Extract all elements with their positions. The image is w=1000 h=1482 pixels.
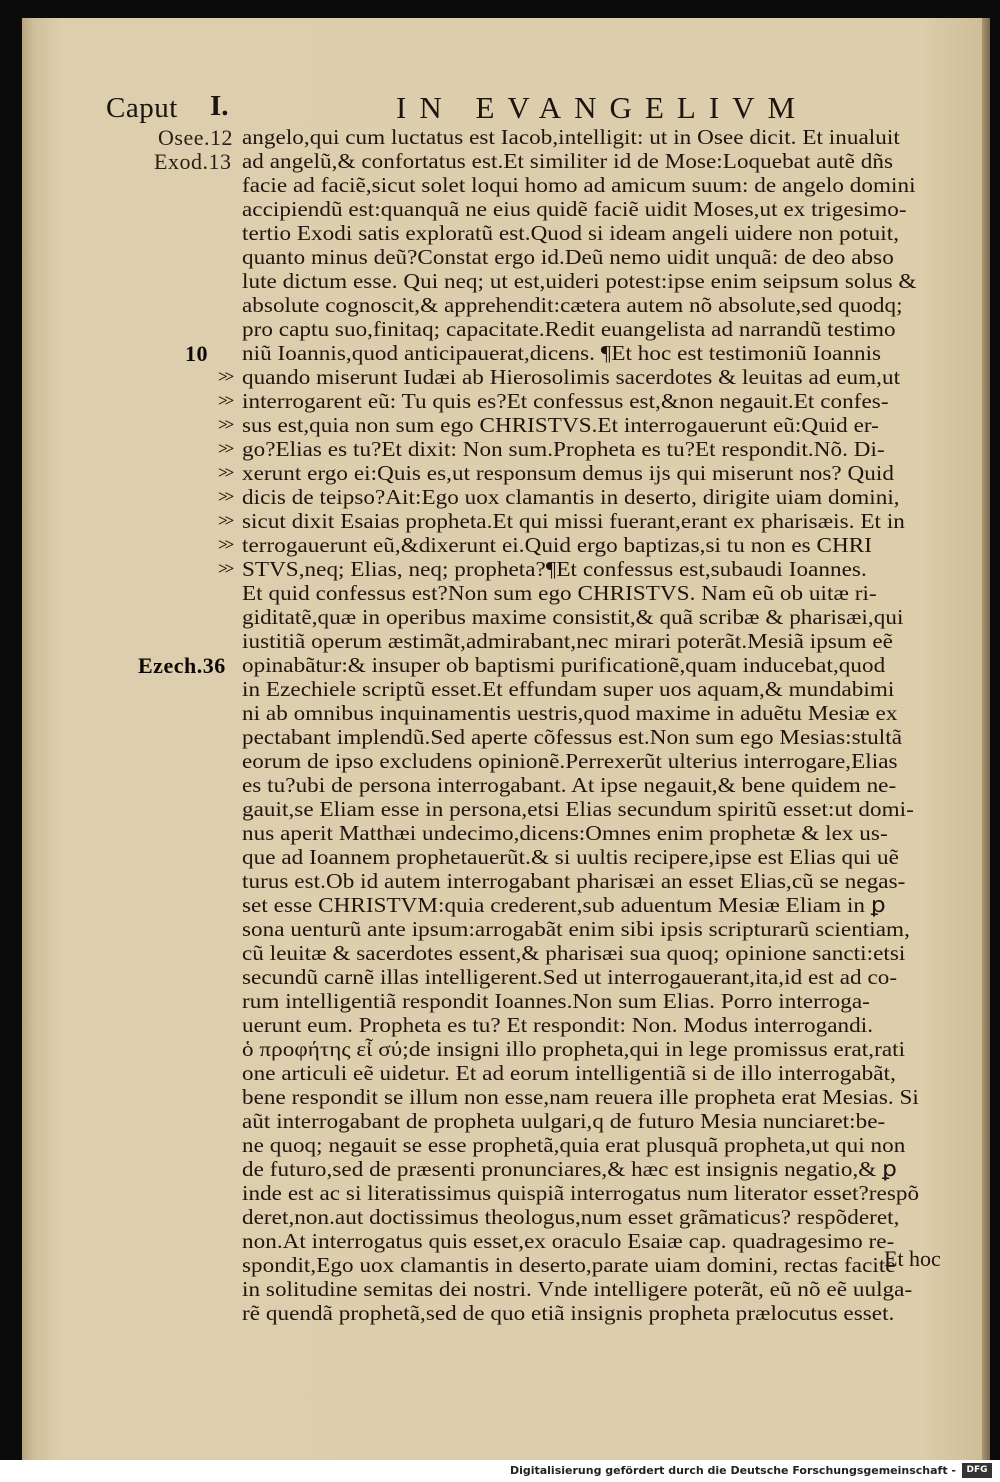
text-line: rum intelligentiã respondit Ioannes.Non sum Elias. Porro interroga- bbox=[242, 989, 870, 1013]
text-line: inde est ac si literatissimus quispiã interrogatus num literator esset?respõ bbox=[242, 1181, 920, 1205]
quote-marker: >> bbox=[218, 559, 232, 578]
text-line: Et quid confessus est?Non sum ego CHRISTVS. Nam eũ ob uitæ ri- bbox=[242, 581, 877, 605]
text-line: xerunt ergo ei:Quis es,ut responsum demus ijs qui miserunt nos? Quid bbox=[242, 461, 894, 485]
footer-bar bbox=[0, 1460, 1000, 1482]
text-line: rẽ quendã prophetã,sed de quo etiã insignis propheta prælocutus esset. bbox=[242, 1301, 895, 1325]
text-line: opinabãtur:& insuper ob baptismi purificationẽ,quam inducebat,quod bbox=[242, 653, 886, 677]
quote-marker: >> bbox=[218, 439, 232, 458]
text-line: terrogauerunt eũ,&dixerunt ei.Quid ergo baptizas,si tu non es CHRI bbox=[242, 533, 872, 557]
text-line: accipiendũ est:quanquã ne eius quidẽ faciẽ uidit Moses,ut ex trigesimo- bbox=[242, 197, 907, 221]
dfg-logo-icon: DFG bbox=[962, 1463, 992, 1478]
text-line: iustitiã operum æstimãt,admirabant,nec mirari poterãt.Mesiã ipsum eẽ bbox=[242, 629, 893, 653]
text-line: spondit,Ego uox clamantis in deserto,parate uiam domini, rectas facite bbox=[242, 1253, 896, 1277]
quote-marker: >> bbox=[218, 487, 232, 506]
page-edge bbox=[982, 18, 990, 1460]
text-line: turus est.Ob id autem interrogabant pharisæi an esset Elias,cũ se negas- bbox=[242, 869, 906, 893]
chapter-number: I. bbox=[210, 90, 229, 122]
text-line: facie ad faciẽ,sicut solet loqui homo ad amicum suum: de angelo domini bbox=[242, 173, 916, 197]
text-line: in solitudine semitas dei nostri. Vnde intelligere poterãt, eũ nõ eẽ uulga- bbox=[242, 1277, 913, 1301]
chapter-label: Caput bbox=[106, 92, 178, 124]
text-line: nus aperit Matthæi undecimo,dicens:Omnes enim prophetæ & lex us- bbox=[242, 821, 888, 845]
text-line: cũ leuitæ & sacerdotes essent,& pharisæi sua quoq; opinione sancti:etsi bbox=[242, 941, 906, 965]
quote-marker: >> bbox=[218, 535, 232, 554]
text-line: bene respondit se illum non esse,nam reuera ille propheta erat Mesias. Si bbox=[242, 1085, 919, 1109]
margin-note-ezech: Ezech.36 bbox=[138, 653, 226, 678]
text-line: quando miserunt Iudæi ab Hierosolimis sacerdotes & leuitas ad eum,ut bbox=[242, 365, 901, 389]
text-line: de futuro,sed de præsenti pronunciares,& hæc est insignis negatio,& ꝑ bbox=[242, 1157, 897, 1181]
text-line: ne quoq; negauit se esse prophetã,quia erat plusquã propheta,ut qui non bbox=[242, 1133, 906, 1157]
text-line: gauit,se Eliam esse in persona,etsi Elias secundum spiritũ esset:ut domi- bbox=[242, 797, 914, 821]
text-line: tertio Exodi satis exploratũ est.Quod si ideam angeli uidere non potuit, bbox=[242, 221, 900, 245]
text-line: eorum de ipso excludens opinionẽ.Perrexerũt ulterius interrogare,Elias bbox=[242, 749, 898, 773]
text-line: giditatẽ,quæ in operibus maxime consistit,& quã scribæ & pharisæi,qui bbox=[242, 605, 904, 629]
text-line: uerunt eum. Propheta es tu? Et respondit: Non. Modus interrogandi. bbox=[242, 1013, 874, 1037]
text-line: quanto minus deũ?Constat ergo id.Deũ nemo uidit unquã: de deo abso bbox=[242, 245, 894, 269]
text-line: non.At interrogatus quis esset,ex oraculo Esaiæ cap. quadragesimo re- bbox=[242, 1229, 895, 1253]
text-line: deret,non.aut doctissimus theologus,num esset grãmaticus? respõderet, bbox=[242, 1205, 900, 1229]
text-line: aũt interrogabant de propheta uulgari,q de futuro Mesia nunciaret:be- bbox=[242, 1109, 886, 1133]
quote-marker: >> bbox=[218, 463, 232, 482]
text-line: sicut dixit Esaias propheta.Et qui missi fuerant,erant ex pharisæis. Et in bbox=[242, 509, 905, 533]
text-line: ni ab omnibus inquinamentis uestris,quod maxime in aduẽtu Mesiæ ex bbox=[242, 701, 898, 725]
margin-note-verse-10: 10 bbox=[185, 341, 208, 366]
quote-marker: >> bbox=[218, 511, 232, 530]
book-page bbox=[22, 18, 990, 1460]
text-line: que ad Ioannem prophetauerũt.& si uultis recipere,ipse est Elias qui uẽ bbox=[242, 845, 899, 869]
text-line: absolute cognoscit,& apprehendit:cætera autem nõ absolute,sed quodq; bbox=[242, 293, 903, 317]
funding-credit: Digitalisierung gefördert durch die Deutsche Forschungsgemeinschaft - bbox=[509, 1464, 956, 1477]
text-line: one articuli eẽ uidetur. Et ad eorum intelligentiã si de illo interrogabãt, bbox=[242, 1061, 896, 1085]
running-title: IN EVANGELIVM bbox=[396, 90, 809, 125]
text-line: lute dictum esse. Qui neq; ut est,uideri potest:ipse enim seipsum solus & bbox=[242, 269, 917, 293]
text-line: niũ Ioannis,quod anticipauerat,dicens. ¶Et hoc est testimoniũ Ioannis bbox=[242, 341, 882, 365]
text-line: in Ezechiele scriptũ esset.Et effundam super uos aquam,& mundabimi bbox=[242, 677, 895, 701]
text-line: STVS,neq; Elias, neq; propheta?¶Et confessus est,subaudi Ioannes. bbox=[242, 557, 867, 581]
text-line: secundũ carnẽ illas intelligerent.Sed ut interrogauerant,ita,id est ad co- bbox=[242, 965, 898, 989]
text-line: sus est,quia non sum ego CHRISTVS.Et interrogauerunt eũ:Quid er- bbox=[242, 413, 879, 437]
text-line: interrogarent eũ: Tu quis es?Et confessus est,&non negauit.Et confes- bbox=[242, 389, 889, 413]
text-line: dicis de teipso?Ait:Ego uox clamantis in deserto, dirigite uiam domini, bbox=[242, 485, 900, 509]
quote-marker: >> bbox=[218, 415, 232, 434]
text-line: pectabant implendũ.Sed aperte cõfessus est.Non sum ego Mesias:stultã bbox=[242, 725, 903, 749]
quote-marker: >> bbox=[218, 391, 232, 410]
text-line: sona uenturũ ante ipsum:arrogabãt enim sibi ipsis scripturarũ scientiam, bbox=[242, 917, 910, 941]
text-line: ad angelũ,& confortatus est.Et similiter id de Mose:Loquebat autẽ dñs bbox=[242, 149, 894, 173]
text-line: pro captu suo,finitaq; capacitate.Redit euangelista ad narrandũ testimo bbox=[242, 317, 896, 341]
text-line: es tu?ubi de persona interrogabant. At ipse negauit,& bene quidem ne- bbox=[242, 773, 897, 797]
quote-marker: >> bbox=[218, 367, 232, 386]
text-line: set esse CHRISTVM:quia crederent,sub aduentum Mesiæ Eliam in ꝑ bbox=[242, 893, 886, 917]
text-line: angelo,qui cum luctatus est Iacob,intelligit: ut in Osee dicit. Et inualuit bbox=[242, 125, 900, 149]
catchword: Et hoc bbox=[884, 1246, 941, 1271]
margin-note-osee: Osee.12 bbox=[158, 125, 233, 150]
text-line: ὁ προφήτης εἶ σύ;de insigni illo propheta,qui in lege promissus erat,rati bbox=[242, 1037, 906, 1061]
text-line: go?Elias es tu?Et dixit: Non sum.Propheta es tu?Et respondit.Nõ. Di- bbox=[242, 437, 885, 461]
margin-note-exod: Exod.13 bbox=[154, 149, 232, 174]
